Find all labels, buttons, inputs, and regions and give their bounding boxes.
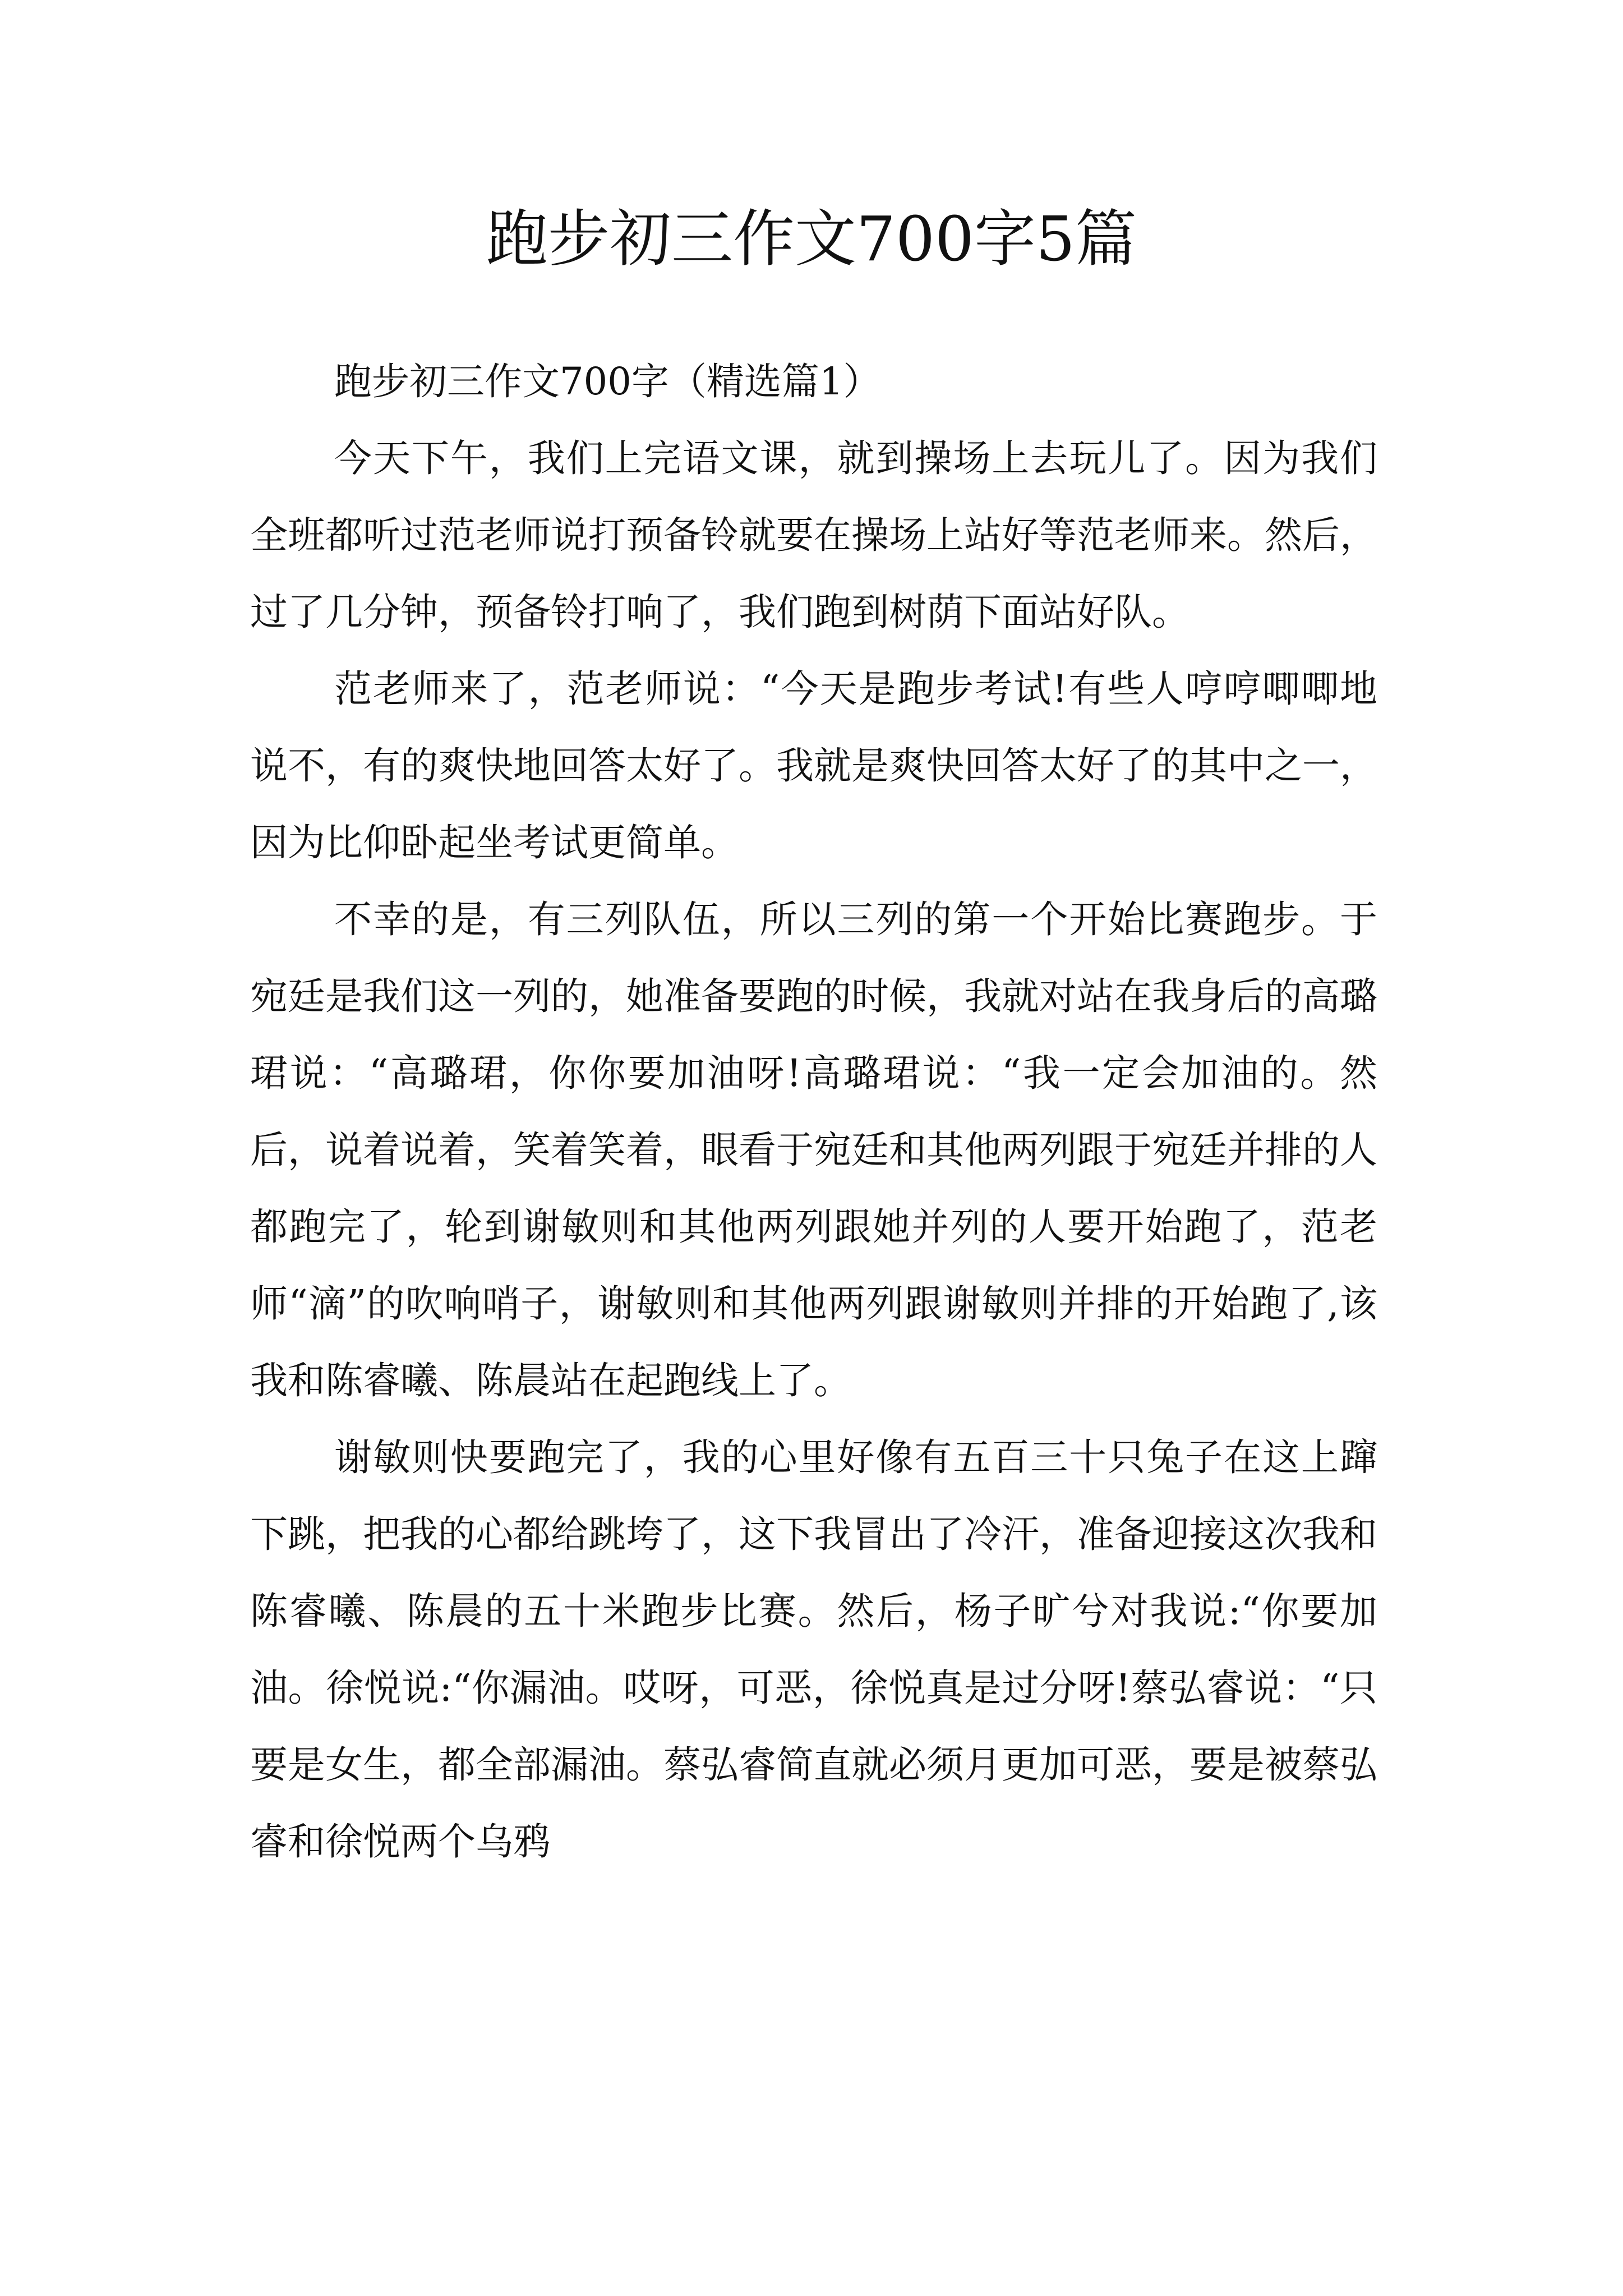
- body-paragraph: 今天下午，我们上完语文课，就到操场上去玩儿了。因为我们全班都听过范老师说打预备铃就要在操场上站好等范老师来。然后，过了几分钟，预备铃打响了，我们跑到树荫下面站好队。: [250, 436, 1377, 634]
- body-paragraph: 不幸的是，有三列队伍，所以三列的第一个开始比赛跑步。于宛廷是我们这一列的，她准备要跑的时候，我就对站在我身后的高璐珺说：“高璐珺，你你要加油呀!高璐珺说：“我一定会加油的。然后，说着说着，笑着笑着，眼看于宛廷和其他两列跟于宛廷并排的人都跑完了，轮到谢敏则和其他两列跟她并列的人要开始跑了，范老师“滴”的吹响哨子，谢敏则和其他两列跟谢敏则并排的开始跑了,该我和陈睿曦、陈晨站在起跑线上了。: [250, 898, 1377, 1402]
- body-paragraph: 谢敏则快要跑完了，我的心里好像有五百三十只兔子在这上蹿下跳，把我的心都给跳垮了，这下我冒出了冷汗，准备迎接这次我和陈睿曦、陈晨的五十米跑步比赛。然后，杨子旷兮对我说:“你要加油。徐悦说:“你漏油。哎呀，可恶，徐悦真是过分呀!蔡弘睿说：“只要是女生，都全部漏油。蔡弘睿简直就必须月更加可恶，要是被蔡弘睿和徐悦两个乌鸦: [250, 1435, 1377, 1864]
- section-heading: 跑步初三作文700字（精选篇1）: [334, 360, 881, 403]
- body-paragraph: 范老师来了，范老师说：“今天是跑步考试!有些人哼哼唧唧地说不，有的爽快地回答太好了。我就是爽快回答太好了的其中之一，因为比仰卧起坐考试更简单。: [250, 667, 1377, 864]
- document-title: 跑步初三作文700字5篇: [486, 203, 1137, 275]
- document-body: [250, 343, 1377, 1880]
